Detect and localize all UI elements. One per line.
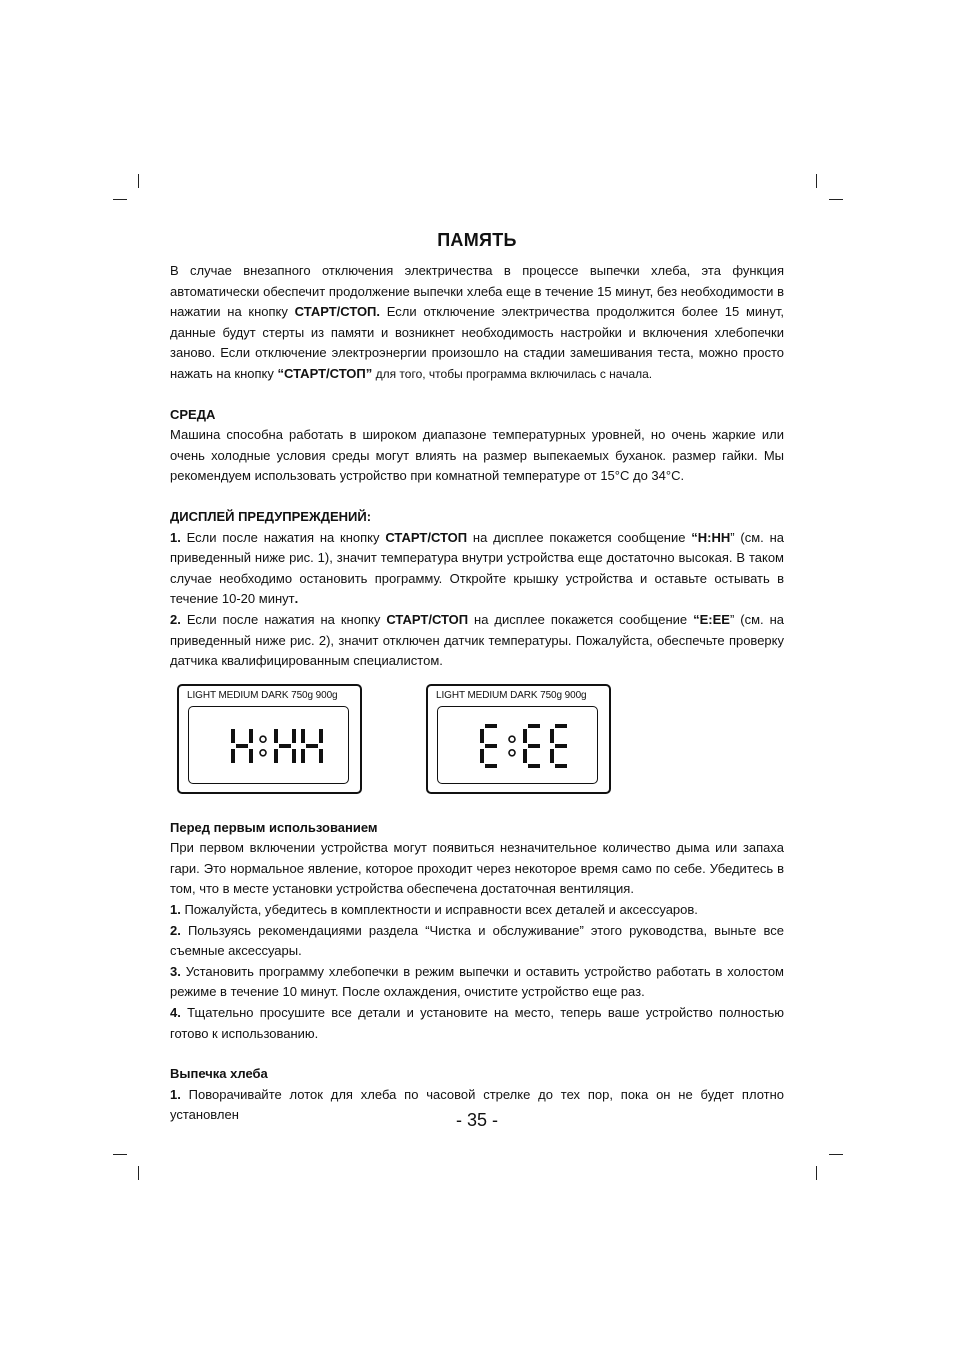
lcd-label: LIGHT MEDIUM DARK 750g 900g xyxy=(436,689,587,701)
lcd-digit-e xyxy=(482,726,497,766)
crop-mark xyxy=(829,1154,843,1155)
lcd-screen xyxy=(437,706,598,784)
page-title: ПАМЯТЬ xyxy=(437,230,517,250)
environment-paragraph: Машина способна работать в широком диапазоне температурных уровней, но очень жаркие или очень холодные условия среды могут влиять на размер выпекаемых буханок. размер гайки. Мы рекомендуем использовать устройство при комнатной температуре от 15°С до 34°С. xyxy=(170,427,784,484)
lcd-display-1 xyxy=(177,684,362,794)
lcd-digit-h xyxy=(276,729,294,763)
lcd-readout xyxy=(438,707,596,782)
warning-item-1: 1. Если после нажатия на кнопку СТАРТ/СТОП на дисплее покажется сообщение “H:HH” (см. на приведенный ниже рис. 1), значит температура внутри устройства еще достаточно высокая. В таком случае необходимо остановить программу. Откройте крышку устройства и оставьте остывать в течение 10-20 минут. xyxy=(170,529,785,607)
crop-mark xyxy=(816,1166,817,1180)
page-number: - 35 - xyxy=(455,1110,498,1130)
crop-mark xyxy=(138,174,139,188)
memory-paragraph: В случае внезапного отключения электричества в процессе выпечки хлеба, эта функция автоматически обеспечит продолжение выпечки хлеба еще в течение 15 минут, без необходимости в нажатии на кнопку СТАРТ/СТОП. Если отключение электричества продолжится более 15 минут, данные будут стерты из памяти и возникнет необходимость настройки и включения хлебопечки заново. Если отключение электроэнергии произошло на стадии замешивания теста, можно просто нажать на кнопку “СТАРТ/СТОП” для того, чтобы программа включилась с начала. xyxy=(170,263,784,381)
list-item: 1. Пожалуйста, убедитесь в комплектности и исправности всех деталей и аксессуаров. xyxy=(170,902,698,918)
section-heading-baking: Выпечка хлеба xyxy=(170,1066,268,1082)
section-heading-first-use: Перед первым использованием xyxy=(170,819,378,835)
crop-mark xyxy=(829,199,843,200)
page-content xyxy=(170,230,784,1126)
lcd-colon-dot xyxy=(509,736,515,742)
first-use-intro: При первом включении устройства могут появиться незначительное количество дыма или запаха гари. Это нормальное явление, которое проходит через некоторое время само по себе. Убедитесь в том, что в месте установки устройства обеспечена достаточная вентиляция. xyxy=(170,840,784,897)
lcd-colon-dot xyxy=(260,749,266,755)
list-item: 3. Установить программу хлебопечки в режим выпечки и оставить устройство работать в холостом режиме в течение 10 минут. После охлаждения, очистите устройство еще раз. xyxy=(170,963,784,1000)
lcd-label: LIGHT MEDIUM DARK 750g 900g xyxy=(187,689,338,701)
start-stop-term: СТАРТ/СТОП. xyxy=(294,304,381,320)
crop-mark xyxy=(113,1154,127,1155)
warning-item-2: 2. Если после нажатия на кнопку СТАРТ/СТОП на дисплее покажется сообщение “E:EE” (см. на приведенный ниже рис. 2), значит отключен датчик температуры. Пожалуйста, обеспечьте проверку датчика квалифицированным специалистом. xyxy=(170,611,784,669)
crop-mark xyxy=(113,199,127,200)
lcd-digit-e xyxy=(525,726,540,766)
lcd-digit-h xyxy=(233,729,251,763)
lcd-display-2 xyxy=(426,684,611,794)
start-stop-term: “СТАРТ/СТОП” xyxy=(277,365,373,381)
list-item: 4. Тщательно просушите все детали и установите на место, теперь ваше устройство полностью готово к использованию. xyxy=(170,1005,784,1041)
baking-item-1: 1. Поворачивайте лоток для хлеба по часовой стрелке до тех пор, пока он не будет плотно установлен xyxy=(170,1086,784,1123)
lcd-colon-dot xyxy=(509,749,515,755)
crop-mark xyxy=(816,174,817,188)
crop-mark xyxy=(138,1166,139,1180)
display-figures xyxy=(170,684,784,804)
list-item: 2. Пользуясь рекомендациями раздела “Чистка и обслуживание” этого руководства, выньте все съемные аксессуары. xyxy=(170,922,784,959)
lcd-digit-e xyxy=(552,726,567,766)
lcd-screen xyxy=(188,706,349,784)
section-heading-warnings: ДИСПЛЕЙ ПРЕДУПРЕЖДЕНИЙ: xyxy=(170,508,372,524)
section-heading-environment: СРЕДА xyxy=(170,406,216,422)
lcd-readout xyxy=(189,707,347,782)
lcd-colon-dot xyxy=(260,736,266,742)
lcd-digit-h xyxy=(303,729,321,763)
